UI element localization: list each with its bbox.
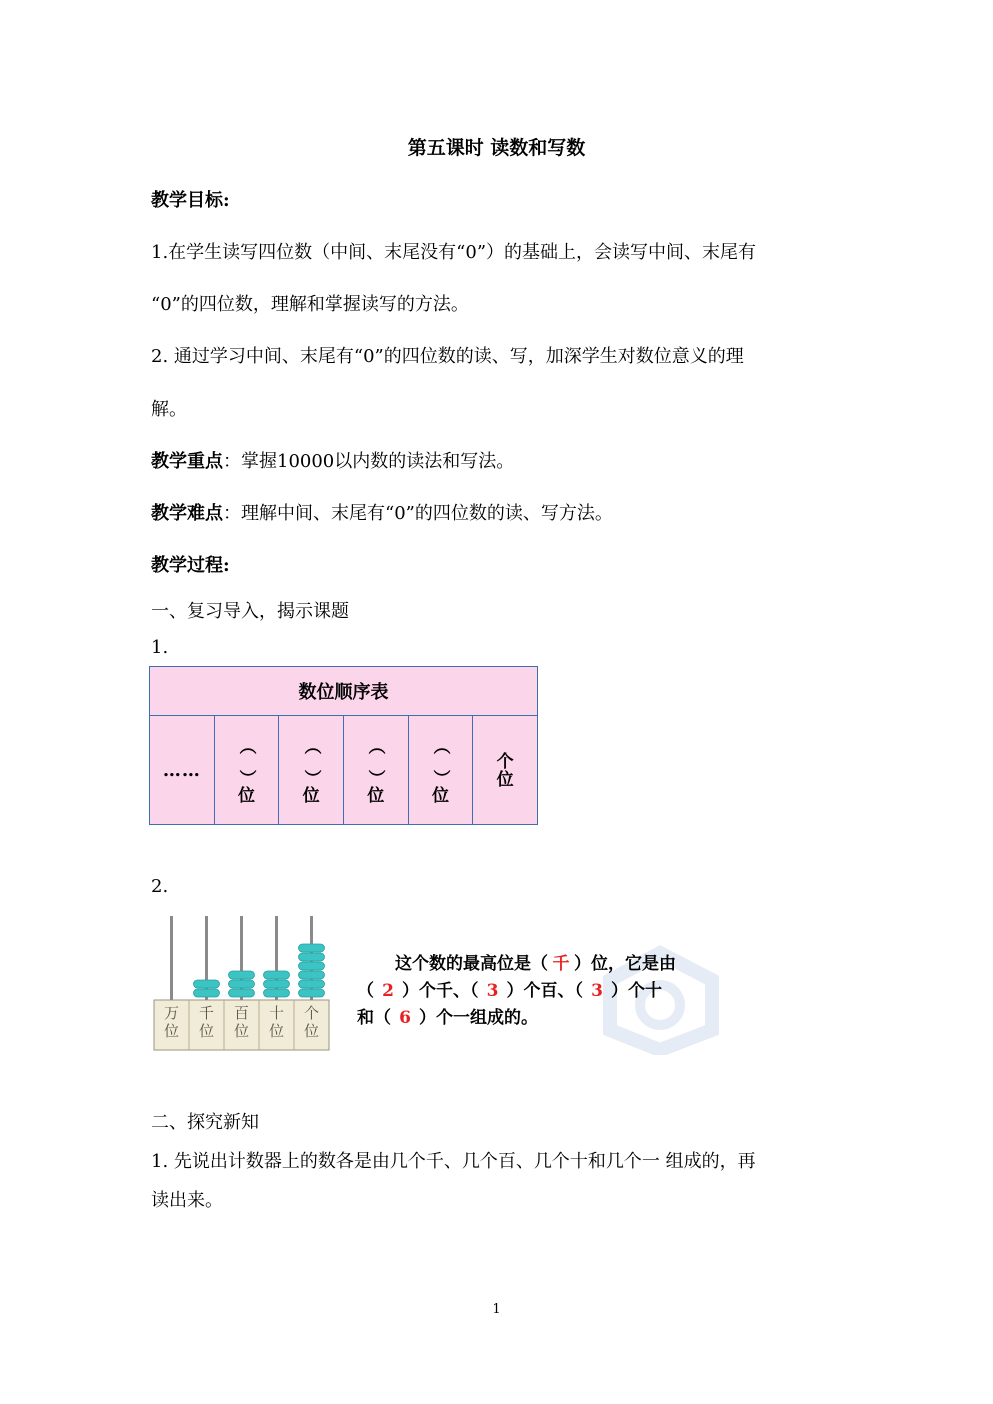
section-2-heading: 二、探究新知 xyxy=(151,1112,259,1133)
abacus-bead xyxy=(194,980,220,988)
place-cell-blank-4: （ ） 位 xyxy=(408,716,473,825)
page-title: 第五课时 读数和写数 xyxy=(407,137,586,159)
abacus-label: 位 xyxy=(268,1022,285,1040)
difficult-points-label: 教学难点 xyxy=(151,503,223,524)
key-points-text: ：掌握10000以内数的读法和写法。 xyxy=(223,451,515,472)
abacus-bead xyxy=(299,944,325,952)
item-2-number: 2. xyxy=(151,876,169,897)
answer-hundreds: 3 xyxy=(486,981,499,1001)
place-cell-ellipsis xyxy=(150,716,215,825)
objectives-heading: 教学目标: xyxy=(151,190,230,211)
abacus-label: 位 xyxy=(233,1022,250,1040)
section-1-heading: 一、复习导入，揭示课题 xyxy=(151,601,349,622)
key-points-label: 教学重点 xyxy=(151,451,223,472)
objective-1-line-2: “0”的四位数，理解和掌握读写的方法。 xyxy=(151,294,469,315)
page-number: 1 xyxy=(492,1302,501,1317)
ellipsis: …… xyxy=(162,759,201,781)
difficult-points-text: ：理解中间、末尾有“0”的四位数的读、写方法。 xyxy=(223,503,613,524)
abacus-label: 万 xyxy=(163,1004,180,1022)
abacus-bead xyxy=(264,971,290,979)
abacus-bead xyxy=(299,980,325,988)
answer-highest-place: 千 xyxy=(552,954,570,974)
abacus-bead xyxy=(229,989,255,997)
abacus-bead xyxy=(229,980,255,988)
place-table-title: 数位顺序表 xyxy=(150,667,538,716)
objective-2-line-2: 解。 xyxy=(151,399,187,420)
new-knowledge-1-line-1: 1. 先说出计数器上的数各是由几个千、几个百、几个十和几个一 组成的，再 xyxy=(151,1151,756,1172)
abacus-sentence-line-1: 这个数的最高位是（ 千 ）位，它是由 xyxy=(395,949,676,974)
objective-2-line-1: 2. 通过学习中间、末尾有“0”的四位数的读、写，加深学生对数位意义的理 xyxy=(151,346,744,367)
place-cell-blank-2: （ ） 位 xyxy=(279,716,344,825)
place-value-table xyxy=(149,666,538,825)
place-cell-ones: 个 位 xyxy=(473,716,538,825)
difficult-points xyxy=(151,499,613,525)
answer-tens: 3 xyxy=(591,981,603,1001)
abacus-bead xyxy=(264,980,290,988)
place-cell-blank-3: （ ） 位 xyxy=(343,716,408,825)
key-points xyxy=(151,447,514,473)
abacus-label: 十 xyxy=(268,1004,285,1022)
abacus-sentence-line-3: 和（ 6 ）个一组成的。 xyxy=(357,1008,538,1028)
abacus-bead xyxy=(264,989,290,997)
abacus-label: 位 xyxy=(198,1022,215,1040)
abacus-label: 个 xyxy=(303,1004,320,1022)
abacus-bead xyxy=(299,989,325,997)
abacus-bead xyxy=(229,971,255,979)
abacus-bead xyxy=(299,962,325,970)
abacus-sentence-line-2: （ 2 ）个千、（ 3 ）个百、（ 3 ）个十 xyxy=(357,981,662,1001)
abacus-label: 位 xyxy=(303,1022,320,1040)
objective-1-line-1: 1.在学生读写四位数（中间、末尾没有“0”）的基础上，会读写中间、末尾有 xyxy=(151,242,757,263)
abacus-bead xyxy=(299,953,325,961)
item-1-number: 1. xyxy=(151,637,169,658)
answer-ones: 6 xyxy=(399,1008,411,1028)
answer-thousands: 2 xyxy=(382,981,394,1001)
process-heading: 教学过程: xyxy=(151,555,230,576)
place-cell-blank-1: （ ） 位 xyxy=(214,716,279,825)
abacus-label: 位 xyxy=(163,1022,180,1040)
new-knowledge-1-line-2: 读出来。 xyxy=(151,1190,223,1211)
abacus-bead xyxy=(194,989,220,997)
abacus-label: 千 xyxy=(198,1004,215,1022)
abacus-bead xyxy=(299,971,325,979)
abacus-label: 百 xyxy=(233,1004,250,1022)
abacus-counter xyxy=(150,912,340,1052)
